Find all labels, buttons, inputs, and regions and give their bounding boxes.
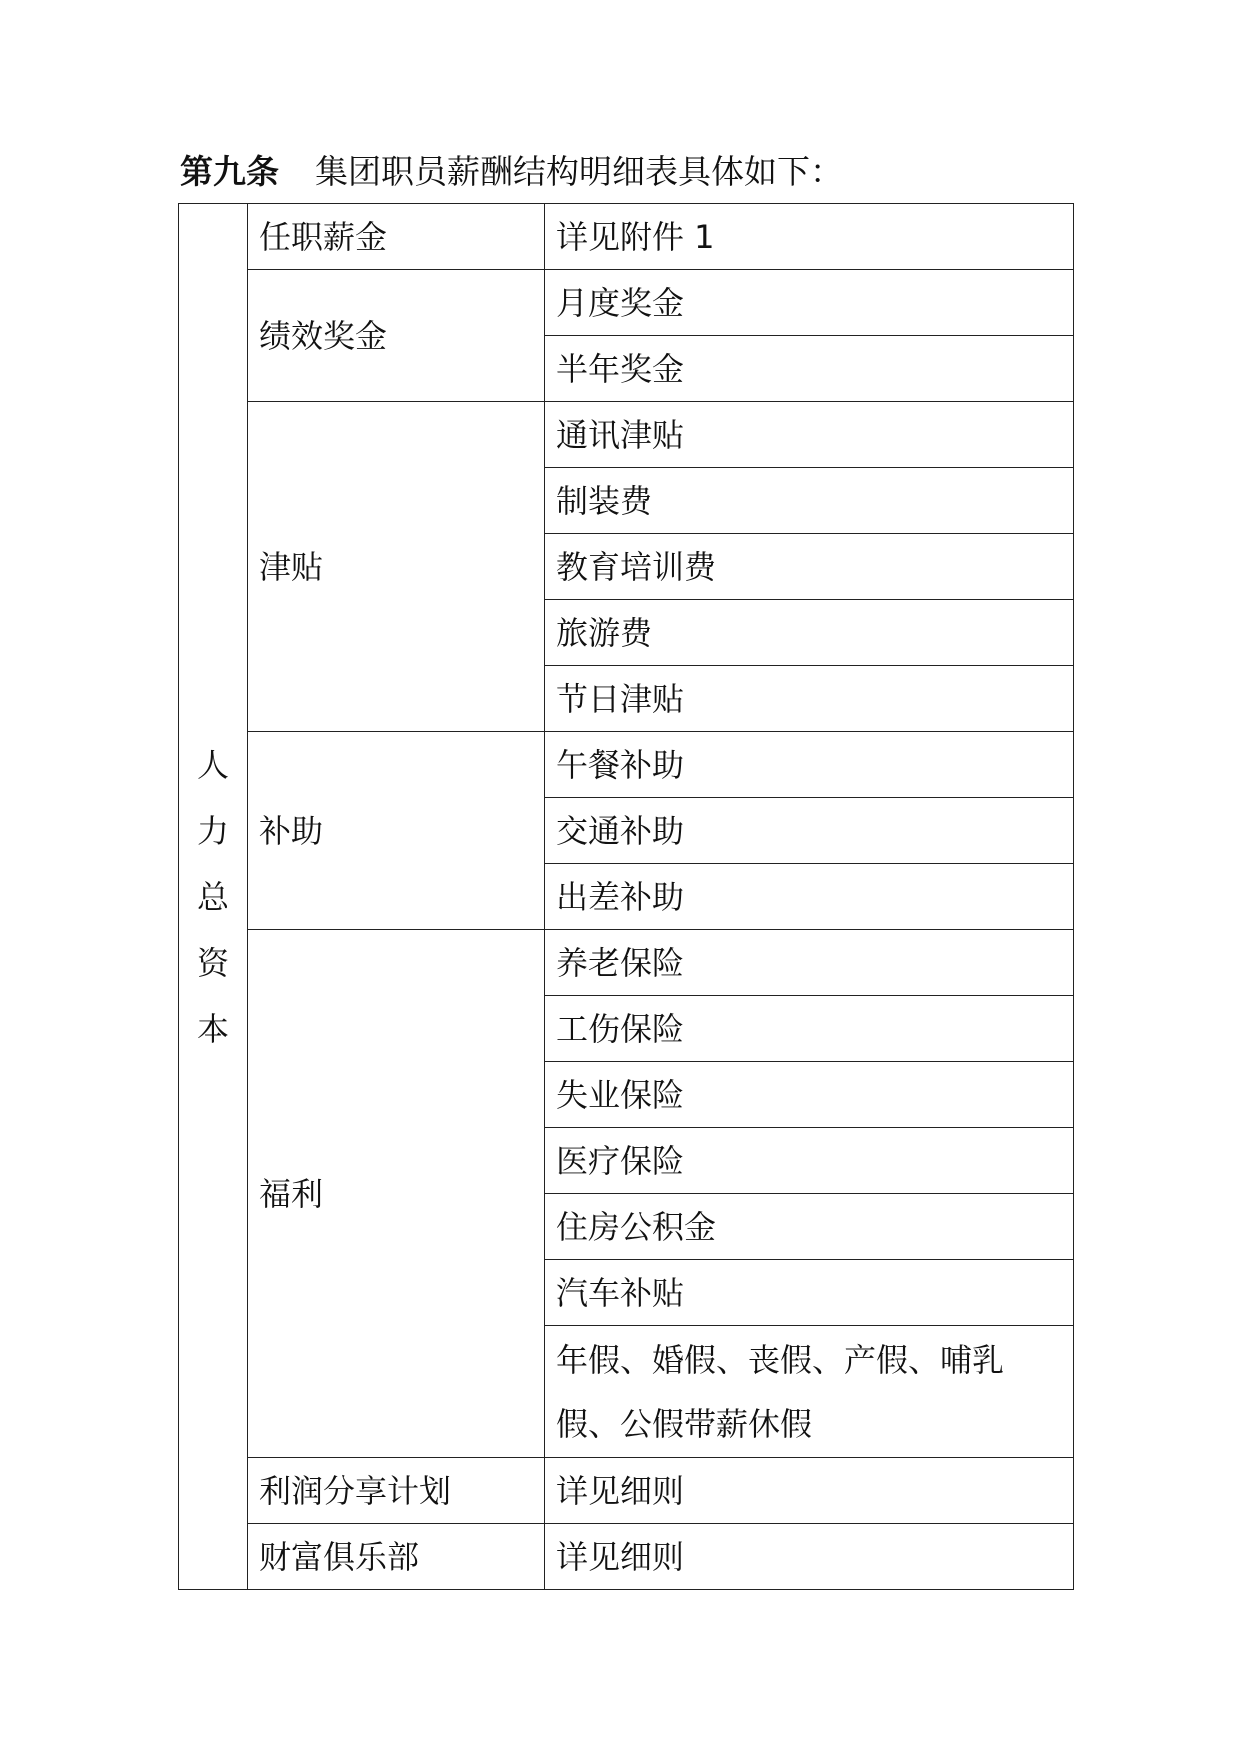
article-number: 第九条 bbox=[180, 152, 279, 191]
table-row bbox=[179, 402, 1074, 468]
item-welfare: 失业保险 bbox=[545, 1062, 1074, 1128]
root-category-cell bbox=[179, 204, 248, 1590]
item-salary: 详见附件 1 bbox=[545, 204, 1074, 270]
item-allowance: 教育培训费 bbox=[545, 534, 1074, 600]
category-salary: 任职薪金 bbox=[248, 204, 545, 270]
item-wealth-club: 详见细则 bbox=[545, 1524, 1074, 1590]
table-row bbox=[179, 1524, 1074, 1590]
category-wealth-club: 财富俱乐部 bbox=[248, 1524, 545, 1590]
table-row bbox=[179, 204, 1074, 270]
table-row bbox=[179, 1458, 1074, 1524]
root-label-char: 资 bbox=[196, 943, 229, 982]
item-welfare: 汽车补贴 bbox=[545, 1260, 1074, 1326]
article-heading bbox=[180, 146, 843, 198]
item-allowance: 旅游费 bbox=[545, 600, 1074, 666]
table-row bbox=[179, 930, 1074, 996]
item-subsidy: 交通补助 bbox=[545, 798, 1074, 864]
category-allowance: 津贴 bbox=[248, 402, 545, 732]
salary-structure-table bbox=[178, 203, 1074, 1590]
item-subsidy: 午餐补助 bbox=[545, 732, 1074, 798]
root-label-char: 本 bbox=[196, 1009, 229, 1048]
item-allowance: 节日津贴 bbox=[545, 666, 1074, 732]
category-profit-share: 利润分享计划 bbox=[248, 1458, 545, 1524]
item-bonus: 月度奖金 bbox=[545, 270, 1074, 336]
item-welfare: 住房公积金 bbox=[545, 1194, 1074, 1260]
category-subsidy: 补助 bbox=[248, 732, 545, 930]
item-allowance: 制装费 bbox=[545, 468, 1074, 534]
item-welfare: 工伤保险 bbox=[545, 996, 1074, 1062]
article-heading-text: 集团职员薪酬结构明细表具体如下： bbox=[315, 152, 843, 191]
item-welfare-paid-leave: 年假、婚假、丧假、产假、哺乳假、公假带薪休假 bbox=[545, 1326, 1074, 1458]
item-profit-share: 详见细则 bbox=[545, 1458, 1074, 1524]
item-bonus: 半年奖金 bbox=[545, 336, 1074, 402]
item-welfare: 医疗保险 bbox=[545, 1128, 1074, 1194]
category-welfare: 福利 bbox=[248, 930, 545, 1458]
table-row bbox=[179, 270, 1074, 336]
root-label-char: 力 bbox=[196, 811, 229, 850]
root-label-char: 人 bbox=[196, 745, 229, 784]
table-row bbox=[179, 732, 1074, 798]
item-welfare: 养老保险 bbox=[545, 930, 1074, 996]
item-subsidy: 出差补助 bbox=[545, 864, 1074, 930]
root-label-char: 总 bbox=[196, 877, 229, 916]
category-bonus: 绩效奖金 bbox=[248, 270, 545, 402]
item-allowance: 通讯津贴 bbox=[545, 402, 1074, 468]
